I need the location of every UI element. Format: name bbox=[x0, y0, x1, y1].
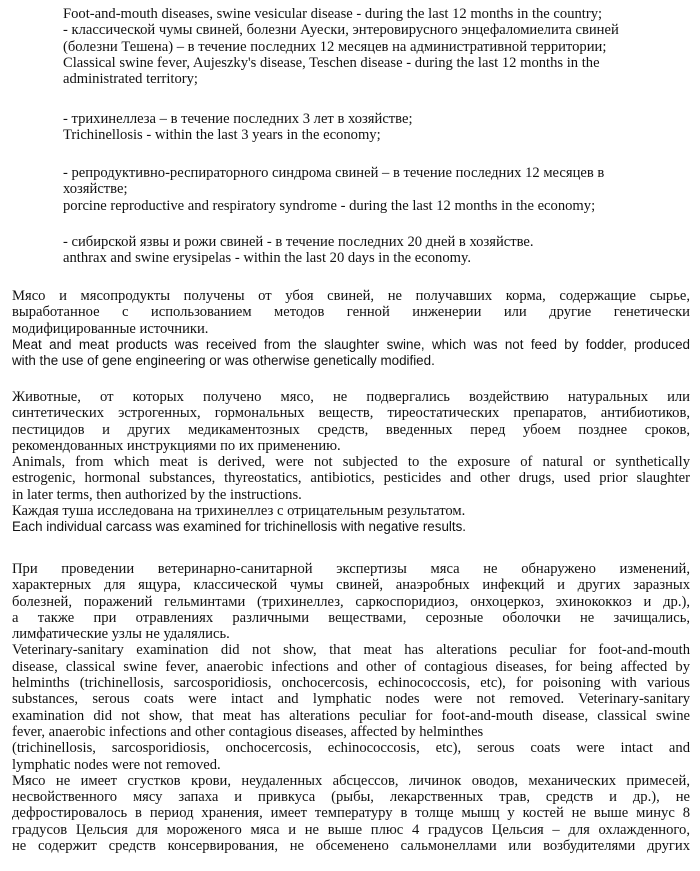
text-line: lymphatic nodes were not removed. bbox=[12, 756, 221, 773]
text-line: синтетических эстрогенных, гормональных веществ, тиреостатических препаратов, антибиотиков, bbox=[12, 405, 690, 422]
text-line: examination did not show, that meat has alterations peculiar for foot-and-mouth disease, classical swine bbox=[12, 707, 690, 724]
text-line: (trichinellosis, sarcosporidiosis, onchocercosis, echinococcosis, etc), serous coats were intact and bbox=[12, 740, 690, 757]
text-line: Meat and meat products was received from the slaughter swine, which was not feed by fodder, produced bbox=[12, 336, 690, 352]
text-line: несвойственного мясу запаха и привкуса (рыбы, лекарственных трав, средств и др.), не bbox=[12, 789, 690, 806]
text-line: дефростировалось в период хранения, имеет температуру в толще мышц у костей не выше минус 8 bbox=[12, 805, 690, 822]
text-line: болезней, поражений гельминтами (трихинеллез, саркоспоридиоз, онхоцеркоз, эхинококкоз и др.), bbox=[12, 593, 690, 610]
text-line: with the use of gene engineering or was otherwise genetically modified. bbox=[12, 353, 435, 369]
text-line: пестицидов и других медикаментозных средств, введенных перед убоем позднее сроков, bbox=[12, 421, 690, 438]
text-line: (болезни Тешена) – в течение последних 12 месяцев на административной территории; bbox=[63, 38, 607, 55]
text-line: хозяйстве; bbox=[63, 181, 128, 198]
text-line: а также при отравлениях различными веществами, серозные оболочки не зачищались, bbox=[12, 609, 690, 626]
list-item-prrs bbox=[63, 165, 693, 214]
text-line: При проведении ветеринарно-санитарной экспертизы мяса не обнаружено изменений, bbox=[12, 561, 690, 577]
text-line: модифицированные источники. bbox=[12, 320, 209, 337]
text-line: Veterinary-sanitary examination did not show, that meat has alterations peculiar for foot-and-mouth bbox=[12, 642, 690, 659]
text-line: porcine reproductive and respiratory syndrome - during the last 12 months in the economy; bbox=[63, 197, 596, 214]
text-line: Trichinellosis - within the last 3 years in the economy; bbox=[63, 127, 381, 144]
text-line: градусов Цельсия для мороженого мяса и не выше плюс 4 градусов Цельсия – для охлажденного, bbox=[12, 821, 690, 838]
text-line: substances, serous coats were intact and lymphatic nodes were not removed. Veterinary-sanitary bbox=[12, 691, 690, 708]
text-line: Foot-and-mouth diseases, swine vesicular disease - during the last 12 months in the country; bbox=[63, 6, 603, 22]
text-line: Мясо и мясопродукты получены от убоя свиней, не получавших корма, содержащие сырье, bbox=[12, 288, 690, 304]
text-line: in later terms, then authorized by the instructions. bbox=[12, 486, 302, 503]
list-item-fmd bbox=[63, 6, 693, 87]
text-line: administrated territory; bbox=[63, 71, 198, 88]
text-line: Classical swine fever, Aujeszky's disease, Teschen disease - during the last 12 months in the bbox=[63, 54, 600, 71]
text-line: выработанное с использованием методов генной инженерии или другие генетически bbox=[12, 304, 690, 321]
text-line: характерных для ящура, классической чумы свиней, анаэробных инфекций и других заразных bbox=[12, 577, 690, 594]
paragraph-feed-gmo bbox=[12, 288, 690, 369]
text-line: - репродуктивно-респираторного синдрома свиней – в течение последних 12 месяцев в bbox=[63, 165, 605, 181]
text-line: estrogenic, hormonal substances, thyreostatics, antibiotics, pesticides and other drugs, used prior slaughter bbox=[12, 470, 690, 487]
text-line: Мясо не имеет сгустков крови, неудаленных абсцессов, личинок оводов, механических примесей, bbox=[12, 772, 690, 789]
text-line: - классической чумы свиней, болезни Ауески, энтеровирусного энцефаломиелита свиней bbox=[63, 22, 619, 39]
paragraph-hormones bbox=[12, 389, 690, 536]
list-item-trichinellosis bbox=[63, 111, 693, 144]
text-line: fever, anaerobic infections and other contagious diseases, affected by helminthes bbox=[12, 723, 484, 740]
list-item-anthrax bbox=[63, 234, 693, 267]
text-line: лимфатические узлы не удалялись. bbox=[12, 626, 230, 643]
text-line: Животные, от которых получено мясо, не подвергались воздействию натуральных или bbox=[12, 389, 690, 405]
text-line: helminths (trichinellosis, sarcosporidiosis, onchocercosis, echinococcosis, etc), for poisoning with various bbox=[12, 675, 690, 692]
text-line: - сибирской язвы и рожи свиней - в течение последних 20 дней в хозяйстве. bbox=[63, 234, 534, 250]
text-line: disease, classical swine fever, anaerobic infections and other of contagious diseases, for being affected by bbox=[12, 658, 690, 675]
text-line: Animals, from which meat is derived, were not subjected to the exposure of natural or synthetically bbox=[12, 454, 690, 471]
text-line: - трихинеллеза – в течение последних 3 лет в хозяйстве; bbox=[63, 111, 413, 127]
text-line: Каждая туша исследована на трихинеллез с отрицательным результатом. bbox=[12, 503, 466, 520]
text-line: Each individual carcass was examined for trichinellosis with negative results. bbox=[12, 519, 467, 535]
text-line: anthrax and swine erysipelas - within the last 20 days in the economy. bbox=[63, 250, 471, 267]
paragraph-vet-examination bbox=[12, 561, 690, 854]
text-line: не содержит средств консервирования, не обсеменено сальмонеллами или возбудителями других bbox=[12, 838, 690, 855]
text-line: рекомендованных инструкциями по их применению. bbox=[12, 437, 341, 454]
